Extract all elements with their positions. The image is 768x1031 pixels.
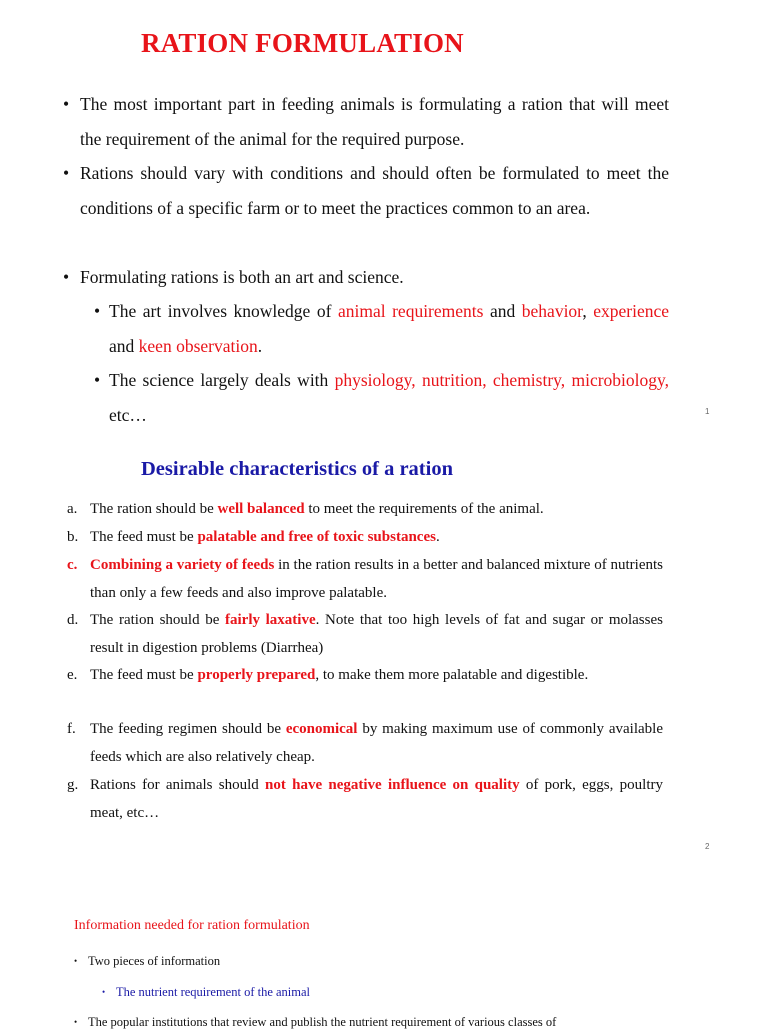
sub-bullet-item bbox=[102, 983, 672, 1001]
bullet-text: Two pieces of information bbox=[88, 954, 221, 968]
highlight-text: not have negative influence on quality bbox=[265, 777, 520, 793]
text-run: The feeding regimen should be bbox=[90, 721, 286, 737]
sub-bullet-text bbox=[109, 363, 669, 432]
list-marker: c. bbox=[67, 557, 78, 573]
text-run: in the ration results in a better and balanced mixture of nutrients than only a few feeds and also improve palatable. bbox=[90, 557, 663, 601]
bullet-dot: • bbox=[63, 163, 70, 183]
sub-bullet-text: The nutrient requirement of the animal bbox=[116, 985, 311, 999]
text-run: Rations for animals should bbox=[90, 777, 266, 793]
slide-title: Information needed for ration formulation bbox=[74, 918, 310, 933]
sub-bullet-text bbox=[109, 294, 669, 363]
bullet-dot: • bbox=[74, 1017, 78, 1027]
bullet-text: The most important part in feeding animals is formulating a ration that will meet the requirement of the animal for the required purpose. bbox=[80, 94, 669, 149]
list-text bbox=[90, 552, 663, 607]
list-item bbox=[67, 607, 663, 662]
bullet-text: Formulating rations is both an art and science. bbox=[80, 267, 404, 287]
highlight-text: animal requirements bbox=[337, 301, 484, 321]
list-item bbox=[67, 772, 663, 827]
text-run: . bbox=[257, 335, 263, 356]
text-run: . Note that too high levels of fat and sugar or molasses result in digestion problems (Diarrhea) bbox=[90, 612, 663, 656]
list-item bbox=[67, 716, 663, 771]
page-number: 1 bbox=[705, 407, 710, 416]
list-marker: g. bbox=[67, 777, 79, 793]
text-run: . bbox=[435, 529, 440, 545]
text-run: , bbox=[582, 301, 594, 321]
bullet-dot: • bbox=[74, 956, 78, 966]
text-run: , to make them more palatable and digestible. bbox=[315, 667, 589, 683]
bullet-item bbox=[74, 1013, 674, 1031]
bullet-item bbox=[74, 952, 674, 970]
list-item bbox=[67, 662, 663, 690]
text-run: to meet the requirements of the animal. bbox=[304, 501, 544, 517]
sub-bullet-item bbox=[94, 294, 669, 363]
text-run: The art involves knowledge of bbox=[109, 301, 338, 321]
highlight-text: Combining a variety of feeds bbox=[90, 557, 275, 573]
bullet-text: Rations should vary with conditions and should often be formulated to meet the conditions of a specific farm or to meet the practices common to an area. bbox=[80, 163, 669, 218]
highlight-text: palatable and free of toxic substances bbox=[197, 529, 436, 545]
list-text bbox=[90, 716, 663, 771]
text-run: The ration should be bbox=[90, 612, 226, 628]
list-marker: d. bbox=[67, 612, 79, 628]
list-item bbox=[67, 496, 663, 524]
list-text bbox=[90, 524, 663, 552]
text-run: and bbox=[483, 301, 522, 321]
bullet-dot: • bbox=[63, 94, 70, 114]
bullet-dot: • bbox=[94, 370, 101, 390]
list-text bbox=[90, 772, 663, 827]
bullet-item bbox=[63, 156, 669, 225]
list-text bbox=[90, 496, 663, 524]
bullet-dot: • bbox=[94, 301, 101, 321]
text-run: by making maximum use of commonly available feeds which are also relatively cheap. bbox=[90, 721, 663, 765]
list-marker: e. bbox=[67, 667, 78, 683]
bullet-dot: • bbox=[63, 267, 70, 287]
highlight-text: properly prepared bbox=[197, 667, 316, 683]
bullet-text: The popular institutions that review and publish the nutrient requirement of various classes of bbox=[88, 1015, 557, 1029]
highlight-text: keen observation bbox=[138, 335, 258, 356]
text-run: and bbox=[109, 335, 139, 356]
text-run: The feed must be bbox=[90, 667, 198, 683]
slide-title: Desirable characteristics of a ration bbox=[141, 458, 453, 480]
highlight-text: economical bbox=[285, 721, 358, 737]
text-run: The feed must be bbox=[90, 529, 198, 545]
highlight-text: fairly laxative bbox=[225, 612, 316, 628]
list-marker: b. bbox=[67, 529, 79, 545]
highlight-text: experience bbox=[593, 301, 669, 321]
highlight-text: behavior bbox=[521, 301, 583, 321]
slide-title: RATION FORMULATION bbox=[141, 28, 464, 58]
bullet-dot: • bbox=[102, 987, 106, 997]
sub-bullet-item bbox=[94, 363, 669, 432]
list-marker: a. bbox=[67, 501, 78, 517]
text-run: The ration should be bbox=[90, 501, 218, 517]
bullet-item bbox=[63, 87, 669, 156]
list-item bbox=[67, 552, 663, 607]
list-marker: f. bbox=[67, 721, 76, 737]
list-text bbox=[90, 607, 663, 662]
text-run: of pork, eggs, poultry meat, etc… bbox=[90, 777, 663, 821]
text-run: The science largely deals with bbox=[109, 370, 335, 390]
list-text bbox=[90, 662, 663, 690]
page-number: 2 bbox=[705, 842, 710, 851]
bullet-item bbox=[63, 260, 669, 295]
highlight-text: physiology, nutrition, chemistry, microbiology, bbox=[334, 370, 669, 390]
text-run: etc… bbox=[109, 404, 147, 425]
list-item bbox=[67, 524, 663, 552]
highlight-text: well balanced bbox=[217, 501, 305, 517]
